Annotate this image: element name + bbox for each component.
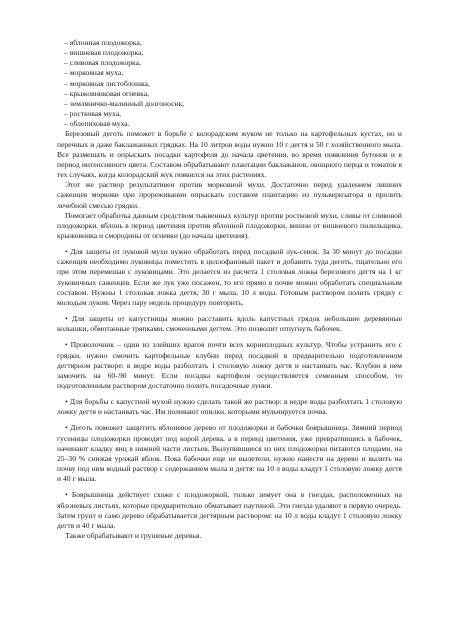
list-item: – крыжовниковая огневка, [64, 88, 149, 98]
paragraph-carrot-fly: Этот же раствор результативен против морковной мухи. Достаточно перед удалением лишних саженцев моркови при прореживании опрыскать составом плантацию из пульверизатора и пролить лечебной смесью грядки. [57, 180, 402, 210]
pest-list [57, 38, 402, 129]
paragraph-cabbage-fly: • Для борьбы с капустной мухой нужно сделать такой же раствор: в ведре воды разболтать 1 столовую ложку дегтя и настаивать час. Им поливают опилки, которыми мульчируется почва. [57, 397, 402, 417]
list-item: – сливовая плодожорка, [64, 58, 141, 68]
paragraph-hawthorn-butterfly: • Боярышница действует схоже с плодожоркой, только зимует она в гнездах, расположенных на яблоневых листьях, которые предварительно обматывает паутиной. Эти гнезда удаляют в первую очередь. Затем грунт и само дерево обрабатывается дегтярным раствором: на 10 л воды кладут 1 столовую ложку дегтя и 40 г мыла. [57, 490, 402, 530]
paragraph-codling-moth: • Деготь поможет защитить яблоневое дерево от плодожорки и бабочки боярышница. Зимний период гусеницы плодожорки проводят под корой дерева, а в период цветения, уже превратившись в бабочек, начинают кладку яиц в нижней части листьев. Вылупившиеся из них плодожорки питаются плодами, на 25–30 % снижая урожай яблок. Пока бабочки еще не вылетели, нужно нанести на дерево и вылить на почву под ним водный раствор с содержанием мыла и дегтя: на 10 л воды кладут 1 столовую ложку дегтя и 40 г мыла. [57, 423, 402, 484]
list-item: – вишневая плодожорка, [64, 48, 144, 58]
list-item: – яблонная плодожорка, [64, 38, 142, 47]
list-item: – морковная муха, [64, 68, 124, 78]
paragraph-pear-trees: Также обрабатывают и грушевые деревья. [65, 531, 202, 541]
paragraph-other-crops: Помогает обработка данным средством тыквенных культур против ростковой мухи, сливы от сливовой плодожорки, яблонь в период цветения против яблонной плодожорки, вишни от вишневого пилильщика, крыжовника и смородины от огневки (до начала цветения). [57, 210, 402, 240]
paragraph-cabbage-butterfly: • Для защиты от капустницы можно расставить вдоль капустных грядок небольшие деревянные колышки, обмотанные тряпками, смоченными дегтем. Это позволит отпугнуть бабочек. [57, 314, 402, 334]
paragraph-onion-fly: • Для защиты от луковой мухи нужно обработать перед посадкой лук-севок. За 30 минут до посадки саженцев необходимо луковицы поместить в целлофановый пакет и добавить туда деготь, тщательно его при этом перемешав с луковицами. Это делается из расчета 1 столовая ложка березового дегтя на 1 кг луковичных саженцев. Если же лук уже посажен, то его прямо в почве можно обработать специальным составом. Нужны 1 столовая ложка дегтя, 30 г мыла, 10 л воды. Готовым раствором полить грядку с молодым луком. Через пару недель процедуру повторить. [57, 247, 402, 307]
document-page [57, 38, 402, 541]
list-item: – ростковая муха, [64, 109, 122, 119]
paragraph-wireworm: • Проволочник – один из злейших врагов почти всех корнеплодных культур. Чтобы устранить его с грядки, нужно смочить картофельные клубни перед посадкой в предварительно подготовленном дегтярном растворе: в ведре воды разболтать 1 столовую ложку дегтя и настаивать час. Клубни в нем замочить на 60–90 минут. Если посадка картофеля осуществляется семенным способом, то подготовленным раствором достаточно полить посадочные лунки. [57, 340, 402, 390]
list-item: – облепиховая муха. [64, 119, 130, 129]
list-item: – морковная листоблошка, [64, 78, 150, 88]
paragraph-colorado-beetle: Березовый деготь поможет в борьбе с колорадским жуком не только на картофельных кустах, но и перечных и даже баклажанных грядках. На 10 литров воды нужно 10 г дегтя и 50 г хозяйственного мыла. Все размешать и опрыскать посадки картофеля до начала цветения, во время появления бутонов и в период интенсивного цвета. Составом обрабатывают плантации баклажанов, овощного перца и томатов в тех случаях, когда колорадский жук появился на этих растениях. [57, 129, 402, 180]
list-item: – земляничко-малинный долгоносик, [64, 98, 185, 108]
